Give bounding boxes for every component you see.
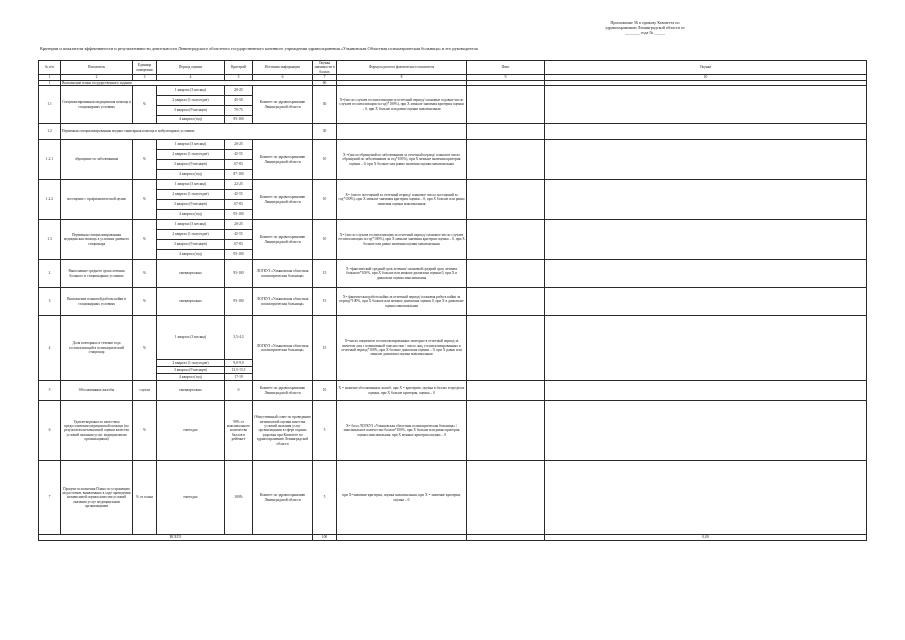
row-period: 1 квартал (3 месяца) <box>157 180 225 190</box>
row-source: Комитет по здравоохранению Ленинградской области <box>253 140 313 180</box>
row-indicator: обращение по заболеваниям <box>61 140 133 180</box>
table-row <box>39 140 867 150</box>
row-indicator: Удовлетворенность качеством предоставления медицинской помощи (по результатам независимой оценки качества условий оказания услуг медицинскими организациями) <box>61 401 133 461</box>
row-criterion: 45-55 <box>225 230 253 240</box>
table-row <box>39 86 867 96</box>
row-criterion: 20-25 <box>225 140 253 150</box>
col-number: 4 <box>157 75 225 80</box>
row-score: 15 <box>313 316 337 381</box>
row-source: ЛОГКУЗ «Ульяновская областная психиатрическая больница» <box>253 288 313 316</box>
row-score: 10 <box>313 140 337 180</box>
row-indicator: Выполнение плановой работы койки в стационарных условиях <box>61 288 133 316</box>
col-number: 2 <box>61 75 133 80</box>
row-criterion: 95-100 <box>225 260 253 288</box>
approval-block <box>560 20 730 36</box>
total-row <box>39 535 867 541</box>
row-source: Комитет по здравоохранению Ленинградской области <box>253 381 313 401</box>
total-rating: 0,00 <box>545 535 867 541</box>
row-period: 2 квартал (1 полугодие) <box>157 230 225 240</box>
row-criterion: 100% <box>225 461 253 535</box>
row-period: 2 квартал (1 полугодие) <box>157 96 225 106</box>
row-period: 4 квартал (год) <box>157 210 225 220</box>
approval-line-1: Приложение 56 к приказу Комитета по <box>610 20 680 25</box>
col-number: 7 <box>313 75 337 80</box>
row-period: 2 квартал (1 полугодие) <box>157 150 225 160</box>
header-fact: Факт <box>467 61 545 75</box>
row-period: 4 квартал (год) <box>157 116 225 124</box>
row-score: 10 <box>313 381 337 401</box>
row-formula: X= фактическая работа койки за отчетный период/ плановая работа койки за период*100%, при X больше или меньше диапазона оценки 0, при X в диапазоне оценка максимальная <box>337 288 467 316</box>
section-row <box>39 124 867 140</box>
document-title: Критерии и показатели эффективности и результативности деятельности Ленинградского областного государственного казенного учреждения здравоохранения «Ульяновская Областная психиатрическая больница» и его руководителя <box>40 46 478 51</box>
row-num: 1.1 <box>39 86 61 124</box>
row-indicator: Доля повторных в течение года госпитализаций в психиатрический стационар <box>61 316 133 381</box>
row-source: Комитет по здравоохранению Ленинградской области <box>253 86 313 124</box>
header-criterion: Критерий <box>225 61 253 75</box>
col-number: 10 <box>545 75 867 80</box>
row-period: ежеквартально <box>157 288 225 316</box>
row-period: 2 квартал (1 полугодие) <box>157 190 225 200</box>
header-formula: Формула расчета фактического показателя <box>337 61 467 75</box>
row-score: 30 <box>313 86 337 124</box>
row-criterion: 95-100 <box>225 116 253 124</box>
row-num: 1.2.1 <box>39 140 61 180</box>
row-criterion: 17-19 <box>225 374 253 381</box>
row-period: 1 квартал (3 месяца) <box>157 140 225 150</box>
row-criterion: 45-55 <box>225 190 253 200</box>
row-unit: % <box>133 288 157 316</box>
row-num: 1.3 <box>39 220 61 260</box>
col-number: 6 <box>253 75 313 80</box>
row-criterion: 67-83 <box>225 240 253 250</box>
row-formula: X= (число случаев госпитализации за отчетный период/ плановое число случаев госпитализации за год*100%), при X меньше значения критерия оценки – 0, при X больше или равно значения оценки максимальная <box>337 220 467 260</box>
row-criterion: 87-100 <box>225 170 253 180</box>
row-period: 3 квартал (9 месяцев) <box>157 106 225 116</box>
row-score: 5 <box>313 401 337 461</box>
row-num: 1 <box>39 80 61 85</box>
row-formula: при X=значение критерия, оценка максимальная, при X = значение критерия, оценка – 0 <box>337 461 467 535</box>
header-num: № п/п <box>39 61 61 75</box>
row-unit: % <box>133 140 157 180</box>
row-score: 15 <box>313 288 337 316</box>
table-row <box>39 260 867 288</box>
row-formula: X= балл ЛОГКУЗ «Ульяновская областная психиатрическая больница» /максимальное количество баллов*100%, при X больше или равно критерия оценка максимальная, при X меньше критерия оценки – 0 <box>337 401 467 461</box>
row-period: 4 квартал (год) <box>157 374 225 381</box>
row-num: 5 <box>39 381 61 401</box>
row-num: 2 <box>39 260 61 288</box>
row-score: 30 <box>313 124 337 140</box>
row-indicator: Процент исполнения Плана по устранению недостатков, выявленных в ходе проведения независимой оценки качества условий оказания услуг медицинскими организациями <box>61 461 133 535</box>
header-period: Период оценки <box>157 61 225 75</box>
header-indicator: Показатель <box>61 61 133 75</box>
row-score: 60 <box>313 80 337 85</box>
header-row <box>39 61 867 75</box>
row-source: ЛОГКУЗ «Ульяновская областная психиатрическая больница» <box>253 260 313 288</box>
row-unit: % от плана <box>133 461 157 535</box>
table-row <box>39 316 867 360</box>
row-criterion: 90% от максимального количества баллов в рейтинге <box>225 401 253 461</box>
row-period: 4 квартал (год) <box>157 170 225 180</box>
row-criterion: 45-55 <box>225 150 253 160</box>
section-label: Выполнение плана государственного задания <box>61 80 313 85</box>
row-indicator: Первичная специализированная медицинская помощь в условиях дневного стационара <box>61 220 133 260</box>
row-period: 1 квартал (3 месяца) <box>157 316 225 360</box>
row-unit: % <box>133 401 157 461</box>
row-period: ежегодно <box>157 461 225 535</box>
row-score: 15 <box>313 260 337 288</box>
row-period: ежеквартально <box>157 381 225 401</box>
section-label: Первичная специализированная медико-санитарная помощь в амбулаторных условиях <box>61 124 313 140</box>
row-criterion: 67-83 <box>225 200 253 210</box>
col-number: 3 <box>133 75 157 80</box>
row-source: Комитет по здравоохранению Ленинградской области <box>253 220 313 260</box>
row-num: 4 <box>39 316 61 381</box>
row-unit: % <box>133 220 157 260</box>
row-period: 2 квартал (1 полугодие) <box>157 360 225 367</box>
criteria-table <box>38 60 867 541</box>
col-number: 1 <box>39 75 61 80</box>
total-label: ВСЕГО <box>39 535 313 541</box>
row-source: ЛОГКУЗ «Ульяновская областная психиатрическая больница» <box>253 316 313 381</box>
row-formula: X = наличие обоснованных жалоб, при X = критерию, оценка в баллах в пределах оценки, при X больше критерия, оценка – 0 <box>337 381 467 401</box>
row-formula: X=число пациентов госпитализированных повторно в отчетный период за вычетом лиц с повышенной опасностью / число лиц, госпитализированных в отчетный период*100%, при X больше диапазона оценки – 0, при X равно или меньше диапазона оценка максимальная <box>337 316 467 381</box>
row-period: 3 квартал (9 месяцев) <box>157 367 225 374</box>
row-period: 1 квартал (3 месяца) <box>157 220 225 230</box>
row-formula: X =(число обращений по заболеваниям за отчетный период/ плановое число обращений по заболеваниям за год*100%), при X меньше значения критерия оценки – 0, при X больше или равно значения оценки максимальная <box>337 140 467 180</box>
row-score: 5 <box>313 461 337 535</box>
total-score: 100 <box>313 535 337 541</box>
row-num: 1.2 <box>39 124 61 140</box>
row-unit: % <box>133 86 157 124</box>
row-criterion: 22-25 <box>225 180 253 190</box>
row-criterion: 9,0-9,9 <box>225 360 253 367</box>
row-formula: X=(число случаев госпитализации за отчетный период/ плановые годовые число случаев госпитализации за год)*100%), при X меньше значения критерия оценки – 0, при X больше или равно оценки максимальная <box>337 86 467 124</box>
row-criterion: 95-100 <box>225 250 253 260</box>
row-source: Комитет по здравоохранению Ленинградской области <box>253 461 313 535</box>
header-source: Источник информации <box>253 61 313 75</box>
col-number: 8 <box>337 75 467 80</box>
row-num: 1.2.2 <box>39 180 61 220</box>
row-criterion: 67-83 <box>225 160 253 170</box>
row-score: 10 <box>313 220 337 260</box>
header-score: Оценка значимости в баллах <box>314 61 335 74</box>
table-row <box>39 288 867 316</box>
row-period: 1 квартал (3 месяца) <box>157 86 225 96</box>
row-criterion: 20-25 <box>225 86 253 96</box>
approval-line-2: здравоохранению Ленинградской области от <box>605 25 685 31</box>
approval-line-3: _______ года № _____ <box>625 30 665 36</box>
table-row <box>39 401 867 461</box>
row-source: Общественный совет по проведению независимой оценки качества условий оказания услуг организациями в сфере охраны здоровья при Комитете по здравоохранению Ленинградской области <box>253 401 313 461</box>
row-score: 10 <box>313 180 337 220</box>
row-num: 7 <box>39 461 61 535</box>
row-indicator: Выполнение среднего срока лечения больного в стационарных условиях <box>61 260 133 288</box>
row-formula: X =фактический средний срок лечения/ плановый средний срок лечения больного*100%, при X больше или меньше диапазона оценки 0, при X в диапазоне оценка максимальная <box>337 260 467 288</box>
row-period: ежеквартально <box>157 260 225 288</box>
table-row <box>39 180 867 190</box>
row-num: 3 <box>39 288 61 316</box>
row-period: 3 квартал (9 месяцев) <box>157 240 225 250</box>
table-row <box>39 381 867 401</box>
row-criterion: 13,5-15,5 <box>225 367 253 374</box>
row-indicator: Обоснованные жалобы <box>61 381 133 401</box>
col-number: 5 <box>225 75 253 80</box>
row-indicator: посещение с профилактической целью <box>61 180 133 220</box>
row-unit: % <box>133 180 157 220</box>
col-number: 9 <box>467 75 545 80</box>
row-criterion: 45-50 <box>225 96 253 106</box>
header-rating: Оценка <box>545 61 867 75</box>
row-num: 6 <box>39 401 61 461</box>
row-unit: % <box>133 260 157 288</box>
row-criterion: 70-75 <box>225 106 253 116</box>
row-formula: X= (число посещений за отчетный период/ плановое число посещений за год*100%), при X меньше значения критерия оценки – 0, при X больше или равно значения оценки максимальная <box>337 180 467 220</box>
row-criterion: 95-100 <box>225 288 253 316</box>
row-period: 3 квартал (9 месяцев) <box>157 160 225 170</box>
row-unit: случаи <box>133 381 157 401</box>
row-criterion: 3,5-4,3 <box>225 316 253 360</box>
row-criterion: 20-25 <box>225 220 253 230</box>
row-period: 4 квартал (год) <box>157 250 225 260</box>
row-criterion: 95-100 <box>225 210 253 220</box>
row-criterion: 0 <box>225 381 253 401</box>
header-unit: Единица измерения <box>133 61 157 75</box>
row-period: 3 квартал (9 месяцев) <box>157 200 225 210</box>
row-unit: % <box>133 316 157 381</box>
row-source: Комитет по здравоохранению Ленинградской области <box>253 180 313 220</box>
table-row <box>39 220 867 230</box>
row-indicator: Специализированная медицинская помощь в стационарных условиях <box>61 86 133 124</box>
table-row <box>39 461 867 535</box>
row-period: ежегодно <box>157 401 225 461</box>
